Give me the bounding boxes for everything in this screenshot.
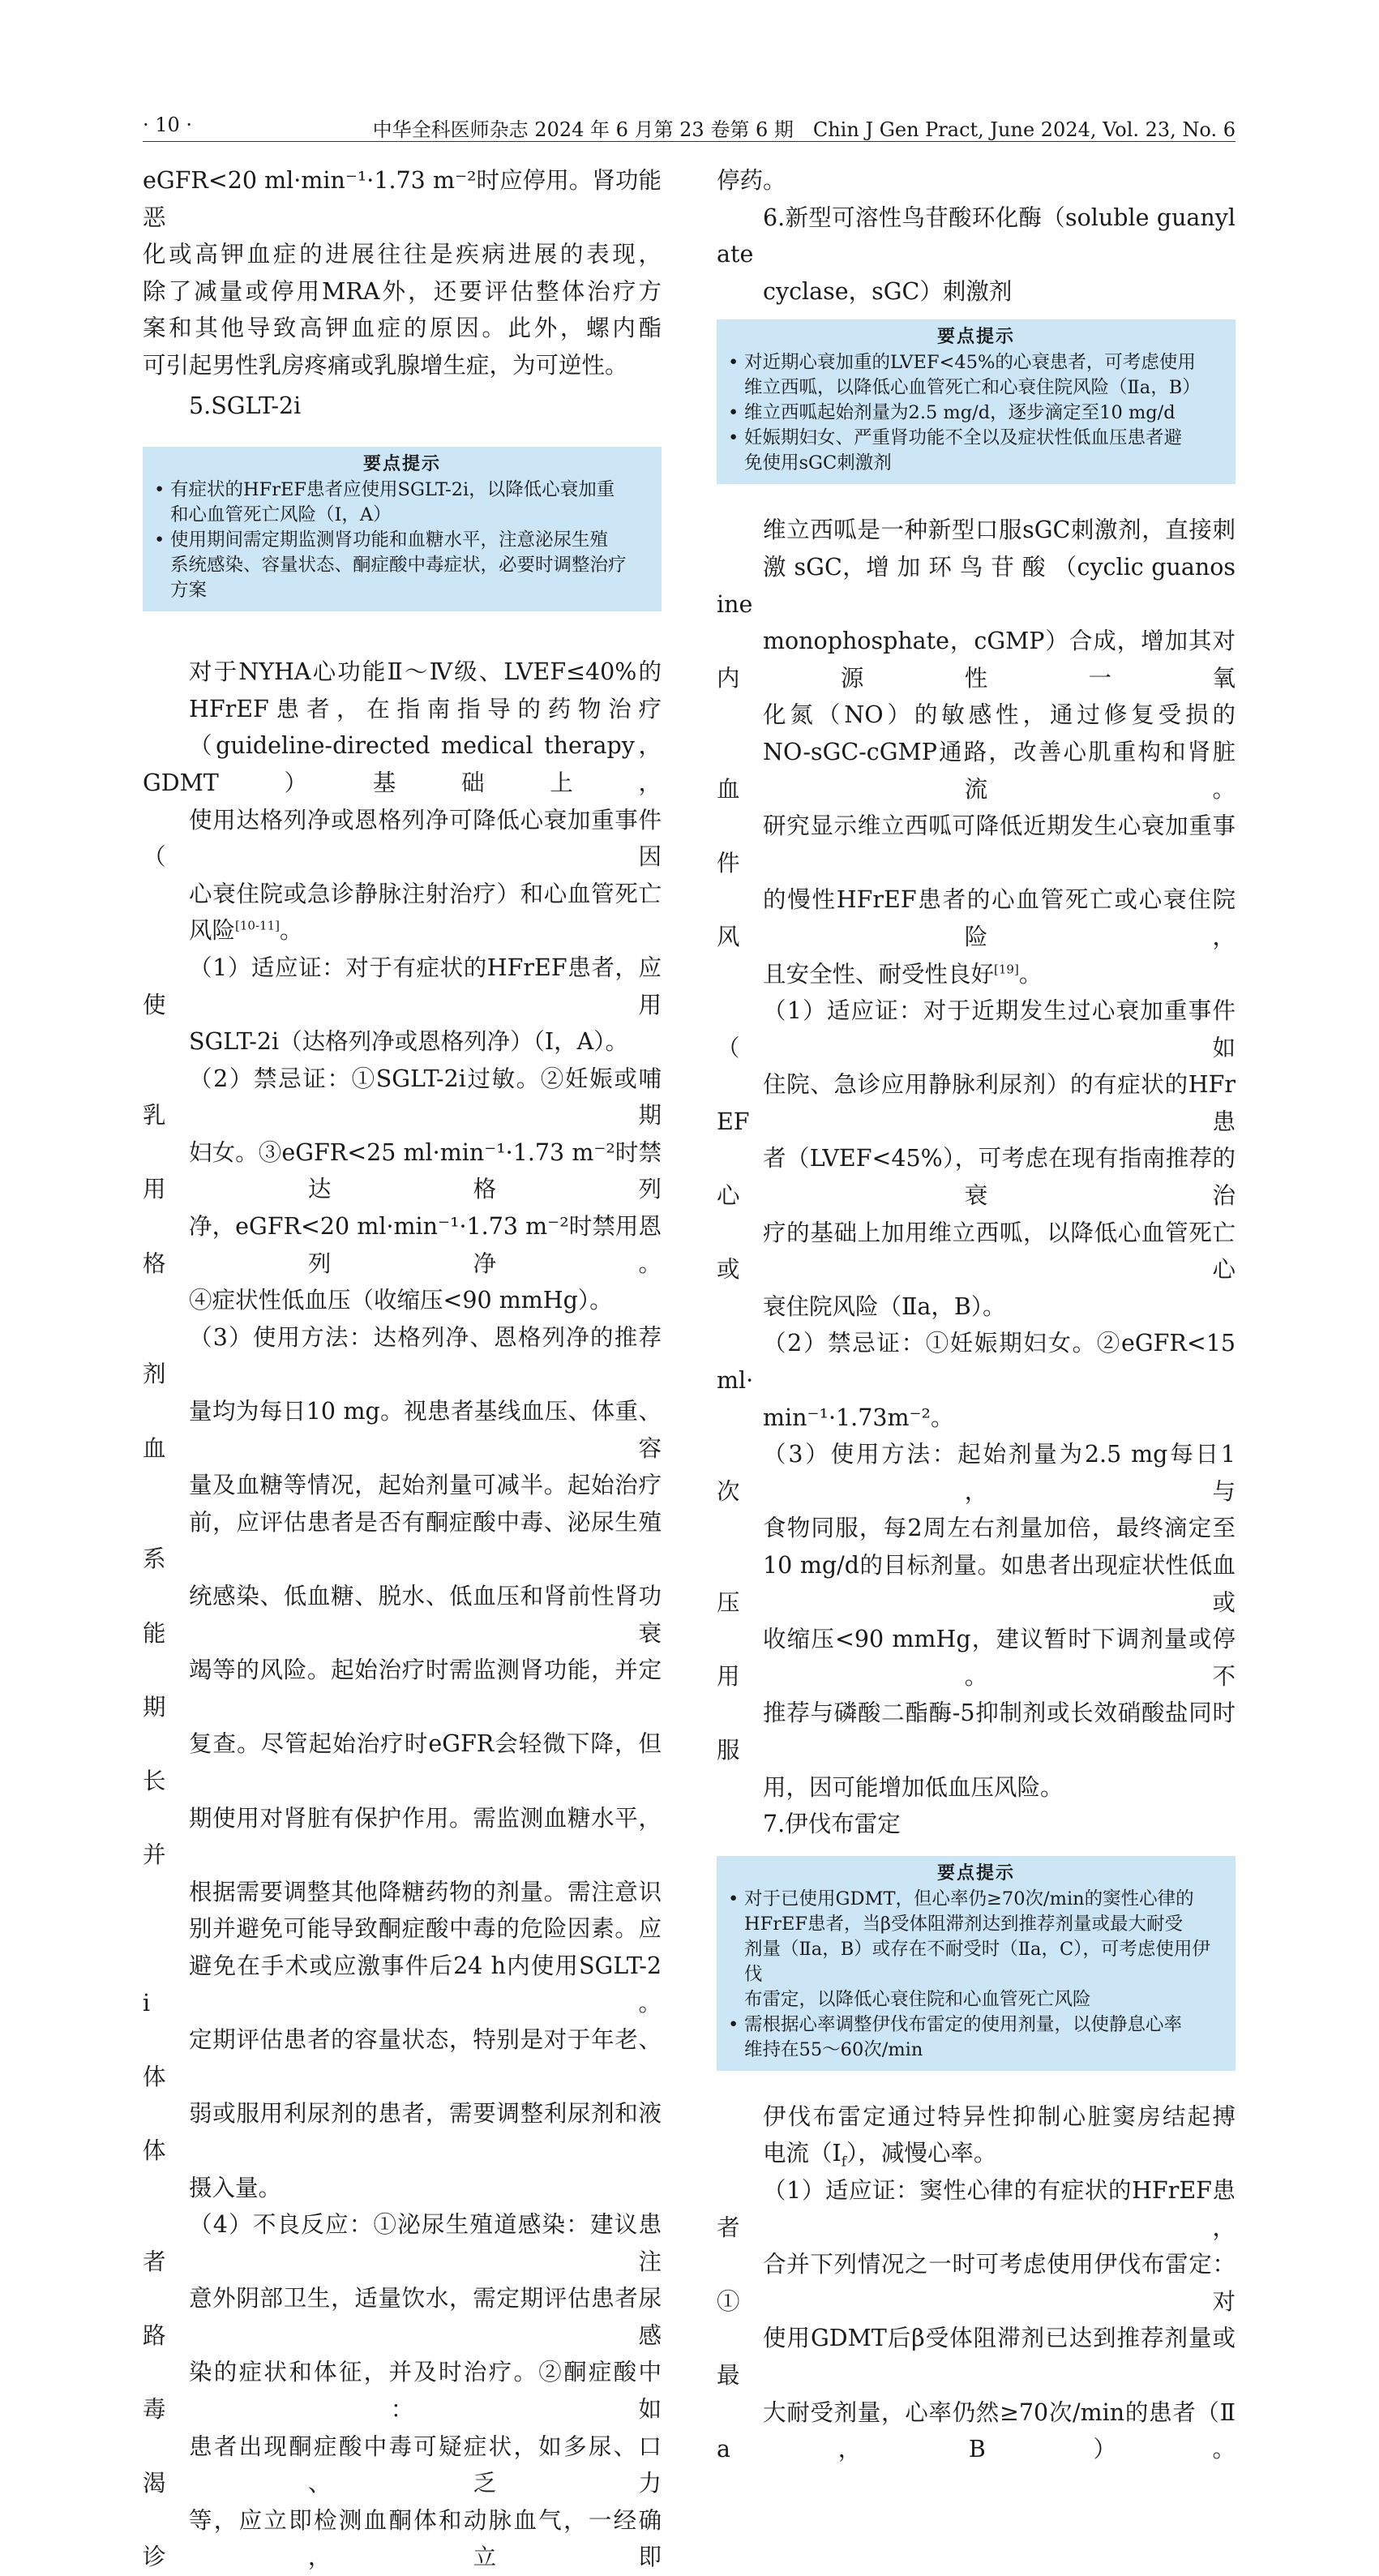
section-heading	[717, 199, 1236, 311]
paragraph	[143, 949, 662, 1061]
paragraph	[717, 992, 1236, 1325]
left-column	[143, 162, 662, 2576]
text-line: 根据需要调整其他降糖药物的剂量。需注意识	[189, 1878, 662, 1905]
paragraph	[143, 162, 662, 384]
paragraph	[143, 1319, 662, 2206]
key-points-box	[717, 1856, 1236, 2071]
text-line: 弱或服用利尿剂的患者，需要调整利尿剂和液体	[143, 2100, 662, 2164]
text-line: 患者出现酮症酸中毒可疑症状，如多尿、口渴、乏力	[143, 2432, 662, 2497]
box-title: 要点提示	[936, 327, 1015, 348]
text-line: 推荐与磷酸二酯酶-5抑制剂或长效硝酸盐同时服	[717, 1699, 1236, 1764]
bullet-icon: •	[728, 427, 739, 449]
paragraph-end: 停药。	[717, 167, 786, 194]
bullet-item	[726, 401, 1226, 426]
text-line: HFrEF患者，在指南指导的药物治疗	[189, 695, 662, 722]
text-line: （1）适应证：窦性心律的有症状的HFrEF患者，	[717, 2176, 1236, 2241]
text-line: cyclase，sGC）刺激剂	[763, 277, 1013, 305]
text-line: （3）使用方法：起始剂量为2.5 mg每日1次，与	[717, 1441, 1236, 1505]
bullet-item	[726, 426, 1226, 476]
key-points-box	[143, 447, 662, 611]
bullet-item	[726, 2012, 1226, 2063]
text-line: 的慢性HFrEF患者的心血管死亡或心衰住院风险，	[717, 886, 1236, 950]
section-heading: 5.SGLT-2i	[189, 392, 302, 419]
text-line: 10 mg/d的目标剂量。如患者出现症状性低血压或	[717, 1552, 1236, 1616]
text-line: （4）不良反应：①泌尿生殖道感染：建议患者注	[143, 2211, 662, 2275]
text-line: 大耐受剂量，心率仍然≥70次/min的患者（Ⅱa，B）。	[717, 2398, 1236, 2463]
text-line: SGLT-2i（达格列净或恩格列净）（Ⅰ，A）。	[189, 1028, 628, 1056]
text-line: 免使用sGC刺激剂	[744, 452, 892, 474]
text-line: （3）使用方法：达格列净、恩格列净的推荐剂	[143, 1323, 662, 1388]
text-line: 电流$(I_f)$，减慢心率。	[763, 2140, 997, 2171]
text-line: 对近期心衰加重的LVEF<45%的心衰患者，可考虑使用	[744, 352, 1196, 374]
text-line: 衰住院风险（Ⅱa，B）。	[763, 1292, 1006, 1320]
text-line: 需根据心率调整伊伐布雷定的使用剂量，以使静息心率	[744, 2013, 1183, 2035]
text-line: 染的症状和体征，并及时治疗。②酮症酸中毒：如	[143, 2359, 662, 2424]
journal-citation: 中华全科医师杂志 2024 年 6 月第 23 卷第 6 期 Chin J Gen Pract, June 2024, Vol. 23, No. 6	[372, 118, 1236, 141]
text-line: 前，应评估患者是否有酮症酸中毒、泌尿生殖系	[143, 1508, 662, 1573]
bullet-icon: •	[154, 479, 165, 501]
paragraph	[717, 2172, 1236, 2468]
text-line: 量均为每日10 mg。视患者基线血压、体重、血容	[143, 1398, 662, 1462]
text-line: 妊娠期妇女、严重肾功能不全以及症状性低血压患者避	[744, 427, 1183, 449]
text-line: 研究显示维立西呱可降低近期发生心衰加重事件	[717, 812, 1236, 877]
text-line: 避免在手术或应激事件后24 h内使用SGLT-2i。	[143, 1952, 662, 2017]
text-line: 有症状的HFrEF患者应使用SGLT-2i，以降低心衰加重	[170, 479, 615, 501]
text-line: （2）禁忌证：①妊娠期妇女。②eGFR<15 ml·	[717, 1330, 1236, 1395]
bullet-icon: •	[728, 2013, 739, 2035]
text-line: 量及血糖等情况，起始剂量可减半。起始治疗	[189, 1472, 662, 1499]
text-line: （1）适应证：对于有症状的HFrEF患者，应使用	[143, 954, 662, 1018]
key-points-box	[717, 319, 1236, 484]
text-line: 竭等的风险。起始治疗时需监测肾功能，并定期	[143, 1657, 662, 1721]
paragraph	[143, 1061, 662, 1319]
text-line: （2）禁忌证：①SGLT-2i过敏。②妊娠或哺乳期	[143, 1065, 662, 1129]
paragraph	[717, 512, 1236, 992]
text-line: 妇女。③eGFR<25 ml·min⁻¹·1.73 m⁻²时禁用达格列	[143, 1138, 662, 1203]
text-line: 激 sGC，增 加 环 鸟 苷 酸 （cyclic guanosine	[717, 553, 1236, 618]
bullet-icon: •	[728, 352, 739, 374]
text-line: 净，eGFR<20 ml·min⁻¹·1.73 m⁻²时禁用恩格列净。	[143, 1213, 662, 1277]
text-line: 统感染、低血糖、脱水、低血压和肾前性肾功能衰	[143, 1583, 662, 1647]
text-line: （1）适应证：对于近期发生过心衰加重事件（如	[717, 997, 1236, 1061]
text-line: 住院、急诊应用静脉利尿剂）的有症状的HFrEF患	[717, 1071, 1236, 1135]
bullet-icon: •	[728, 402, 739, 424]
right-column	[717, 162, 1236, 2468]
text-line: 合并下列情况之一时可考虑使用伊伐布雷定：①对	[717, 2251, 1236, 2315]
text-line: 摄入量。	[189, 2174, 282, 2201]
text-line: 剂量（Ⅱa，B）或存在不耐受时（Ⅱa，C），可考虑使用伊伐	[744, 1938, 1210, 1985]
box-title: 要点提示	[936, 1862, 1015, 1884]
text-line: 且安全性、耐受性良好[19]。	[763, 960, 1043, 988]
text-line: 用，因可能增加低血压风险。	[763, 1773, 1064, 1801]
paragraph	[143, 2206, 662, 2576]
text-line: 方案	[170, 580, 208, 602]
text-line: 食物同服，每2周左右剂量加倍，最终滴定至	[763, 1515, 1236, 1542]
text-line: 化氮（NO）的敏感性，通过修复受损的	[763, 701, 1236, 729]
text-line: 意外阴部卫生，适量饮水，需定期评估患者尿路感	[143, 2285, 662, 2349]
text-line: 布雷定，以降低心衰住院和心血管死亡风险	[744, 1988, 1091, 2010]
bullet-icon: •	[154, 529, 165, 551]
text-line: 等，应立即检测血酮体和动脉血气，一经确诊，立即	[143, 2506, 662, 2571]
box-title: 要点提示	[362, 454, 441, 475]
text-line: 系统感染、容量状态、酮症酸中毒症状，必要时调整治疗	[170, 555, 627, 576]
section-heading: 7.伊伐布雷定	[763, 1811, 901, 1838]
text-line: 除了减量或停用MRA外，还要评估整体治疗方	[143, 277, 662, 305]
text-line: 使用期间需定期监测肾功能和血糖水平，注意泌尿生殖	[170, 529, 609, 551]
text-line: 收缩压<90 mmHg，建议暂时下调剂量或停用。不	[717, 1626, 1236, 1690]
text-line: 可引起男性乳房疼痛或乳腺增生症，为可逆性。	[143, 351, 628, 379]
text-line: ④症状性低血压（收缩压<90 mmHg）。	[189, 1287, 613, 1314]
text-line: 定期评估患者的容量状态，特别是对于年老、体	[143, 2026, 662, 2090]
paragraph	[717, 1325, 1236, 1436]
text-line: NO-sGC-cGMP通路，改善心肌重构和肾脏血流。	[717, 738, 1236, 803]
text-line: 使用达格列净或恩格列净可降低心衰加重事件（因	[143, 806, 662, 871]
page-number: · 10 ·	[143, 114, 193, 136]
text-line: 使用GDMT后β受体阻滞剂已达到推荐剂量或最	[717, 2325, 1236, 2389]
text-line: 化或高钾血症的进展往往是疾病进展的表现，	[143, 241, 662, 268]
text-line: 维持在55～60次/min	[744, 2038, 923, 2060]
text-line: 者（LVEF<45%），可考虑在现有指南推荐的心衰治	[717, 1145, 1236, 1210]
text-line: 心衰住院或急诊静脉注射治疗）和心血管死亡	[189, 880, 662, 907]
text-line: 维立西呱起始剂量为2.5 mg/d，逐步滴定至10 mg/d	[744, 402, 1176, 424]
bullet-item	[152, 528, 652, 603]
text-line: HFrEF患者，当β受体阻滞剂达到推荐剂量或最大耐受	[744, 1913, 1184, 1935]
bullet-item	[152, 478, 652, 528]
text-line: 风险[10-11]。	[189, 917, 303, 945]
text-line: （guideline-directed medical therapy，GDMT）基础上，	[143, 732, 662, 796]
text-line: monophosphate，cGMP）合成，增加其对内源性一氧	[717, 628, 1236, 692]
text-line: eGFR<20 ml·min⁻¹·1.73 m⁻²时应停用。肾功能恶	[143, 167, 662, 231]
bullet-item	[726, 350, 1226, 401]
text-line: 案和其他导致高钾血症的原因。此外，螺内酯	[143, 315, 662, 342]
text-line: 伊伐布雷定通过特异性抑制心脏窦房结起搏	[763, 2102, 1236, 2130]
text-line: 复查。尽管起始治疗时eGFR会轻微下降，但长	[143, 1730, 662, 1794]
text-line: 维立西呱是一种新型口服sGC刺激剂，直接刺	[763, 516, 1236, 544]
text-line: 对于NYHA心功能Ⅱ～Ⅳ级、LVEF≤40%的	[189, 658, 662, 686]
paragraph	[143, 654, 662, 949]
text-line: 和心血管死亡风险（Ⅰ，A）	[170, 504, 392, 526]
text-line: 期使用对肾脏有保护作用。需监测血糖水平，并	[143, 1804, 662, 1869]
running-header	[143, 112, 1236, 142]
paragraph	[717, 1436, 1236, 1806]
paragraph	[717, 2098, 1236, 2172]
text-line: min⁻¹·1.73m⁻²。	[763, 1404, 954, 1431]
bullet-item	[726, 1887, 1226, 2012]
text-line: 对于已使用GDMT，但心率仍≥70次/min的窦性心律的	[744, 1888, 1194, 1909]
text-line: 疗的基础上加用维立西呱，以降低心血管死亡或心	[717, 1219, 1236, 1284]
text-line: 6.新型可溶性鸟苷酸环化酶（soluble guanylate	[717, 204, 1236, 268]
bullet-icon: •	[728, 1888, 739, 1909]
text-line: 别并避免可能导致酮症酸中毒的危险因素。应	[189, 1915, 662, 1943]
text-line: 维立西呱，以降低心血管死亡和心衰住院风险（Ⅱa，B）	[744, 377, 1201, 399]
